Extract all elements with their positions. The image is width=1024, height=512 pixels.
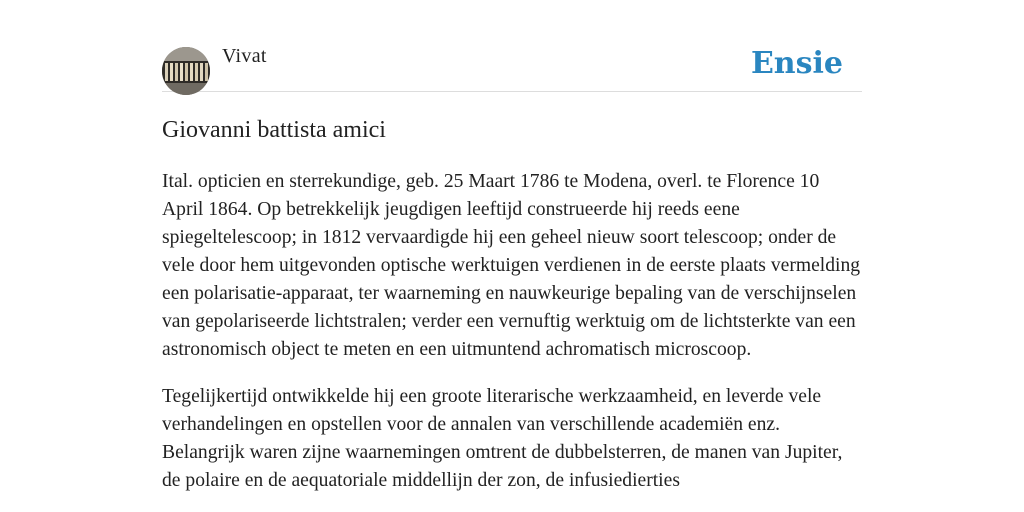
- header: [162, 0, 862, 92]
- article-container: [162, 0, 862, 491]
- brand-logo[interactable]: Ensie: [750, 46, 843, 81]
- paragraph: Ital. opticien en sterrekundige, geb. 25 Maart 1786 te Modena, overl. te Florence 10 April 1864. Op betrekkelijk jeugdigen leeftijd construeerde hij reeds eene spiegeltelescoop; in 1812 vervaardigde hij een geheel nieuw soort telescoop; onder de vele door hem uitgevonden optische werktuigen verdienen in de eerste plaats vermelding een polarisatie-apparaat, ter waarneming en nauwkeurige bepaling van de verschijnselen van gepolariseerde lichtstralen; verder een vernuftig werktuig om de lichtsterkte van een astronomisch object te meten en een uitmuntend achromatisch microscoop.: [162, 171, 861, 360]
- book-spines-icon[interactable]: [162, 47, 210, 95]
- page-title: Giovanni battista amici: [162, 117, 386, 143]
- article-body: [162, 168, 862, 512]
- source-name[interactable]: Vivat: [222, 45, 267, 67]
- paragraph: Tegelijkertijd ontwikkelde hij een groote literarische werkzaamheid, en leverde vele verhandelingen en opstellen voor de annalen van verschillende academiën enz. Belangrijk waren zijne waarnemingen omtrent de dubbelsterren, de manen van Jupiter, de polaire en de aequatoriale middellijn der zon, de infusiedierties: [162, 386, 843, 491]
